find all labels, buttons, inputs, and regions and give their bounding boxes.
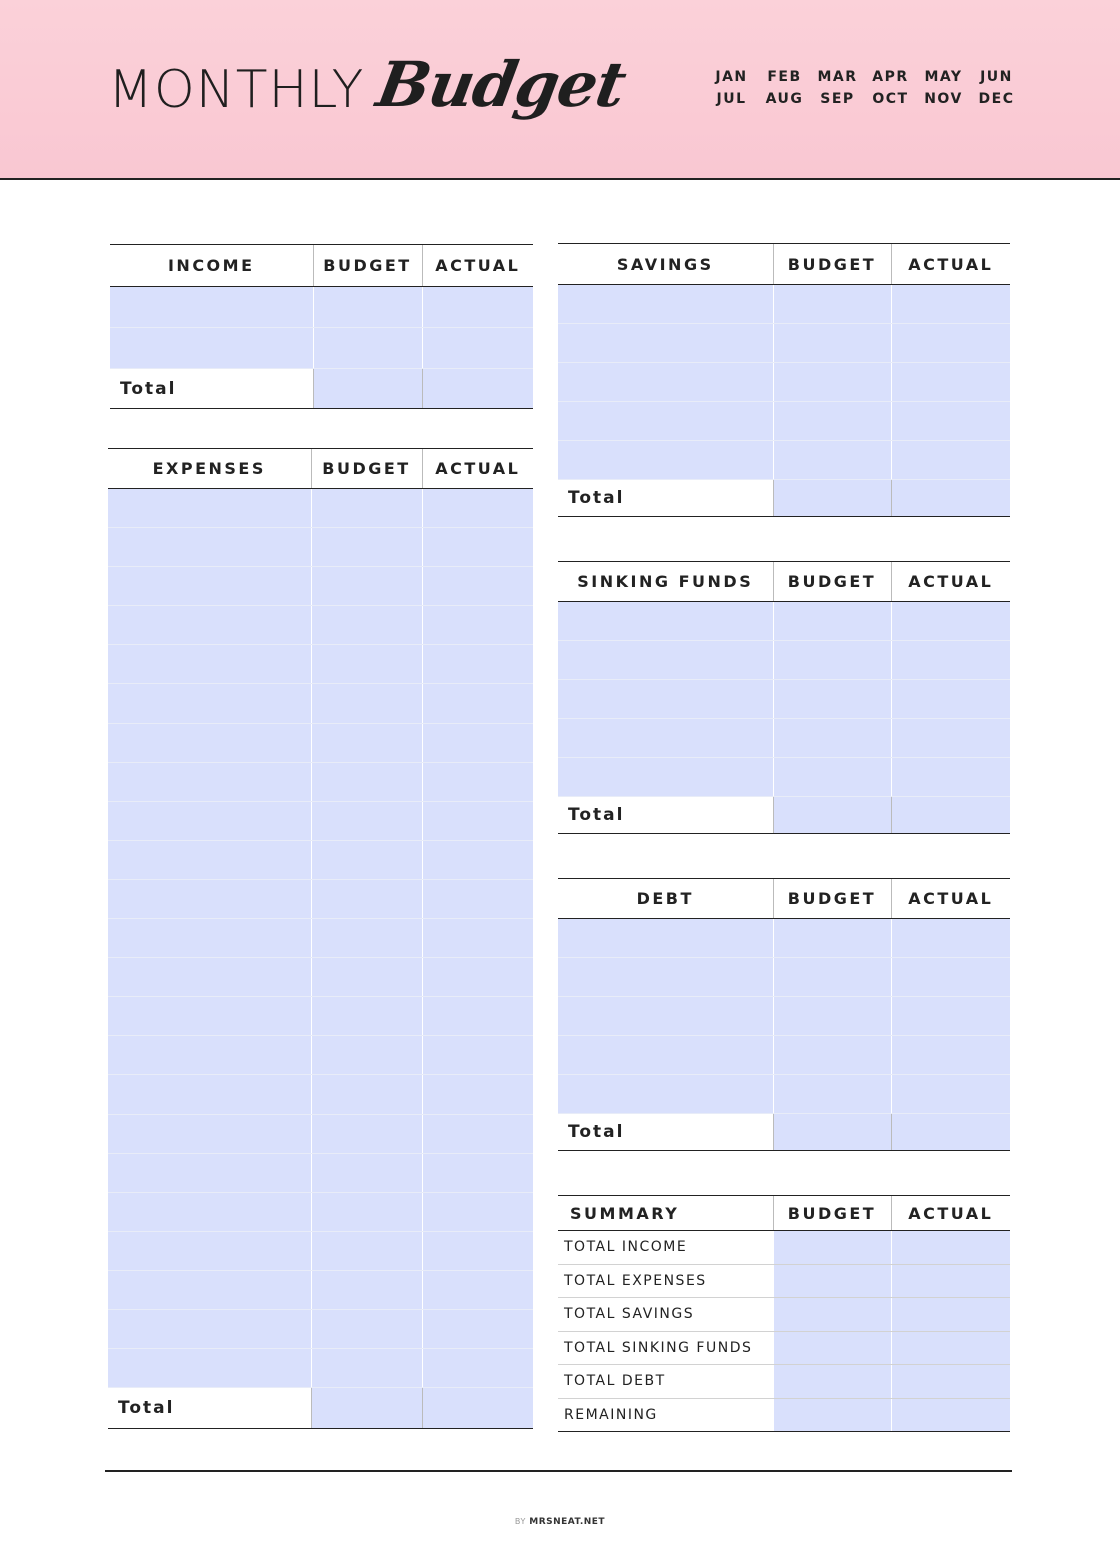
- expenses-category-cell[interactable]: [108, 606, 311, 645]
- month-jan[interactable]: JAN: [715, 69, 748, 85]
- month-jul[interactable]: JUL: [716, 91, 747, 107]
- summary-row: [558, 1298, 1010, 1332]
- debt-row: [558, 1036, 1010, 1075]
- savings-budget-cell[interactable]: [773, 363, 891, 402]
- expenses-budget-cell[interactable]: [311, 1309, 422, 1348]
- expenses-actual-cell[interactable]: [422, 1270, 533, 1309]
- expenses-category-cell[interactable]: [108, 1309, 311, 1348]
- debt-category-cell[interactable]: [558, 997, 773, 1036]
- expenses-actual-cell[interactable]: [422, 1153, 533, 1192]
- debt-budget-cell[interactable]: [773, 958, 891, 997]
- expenses-category-cell[interactable]: [108, 1075, 311, 1114]
- expenses-row: [108, 762, 533, 801]
- expenses-category-cell[interactable]: [108, 1036, 311, 1075]
- month-may[interactable]: MAY: [924, 69, 963, 85]
- savings-row: [558, 285, 1010, 324]
- income-actual-header: ACTUAL: [422, 245, 533, 287]
- expenses-category-cell[interactable]: [108, 762, 311, 801]
- footer-divider: [105, 1470, 1012, 1472]
- savings-total-label: Total: [558, 480, 773, 517]
- sinking-funds-total-actual-cell[interactable]: [891, 797, 1010, 834]
- expenses-budget-cell[interactable]: [311, 919, 422, 958]
- income-total-budget-cell[interactable]: [313, 369, 422, 409]
- expenses-actual-cell[interactable]: [422, 919, 533, 958]
- income-total-label: Total: [110, 369, 313, 409]
- savings-row: [558, 441, 1010, 480]
- savings-budget-cell[interactable]: [773, 402, 891, 441]
- expenses-budget-cell[interactable]: [311, 762, 422, 801]
- summary-row-label: TOTAL INCOME: [558, 1231, 773, 1265]
- savings-actual-cell[interactable]: [891, 402, 1010, 441]
- savings-budget-header: BUDGET: [773, 244, 891, 285]
- summary-row: [558, 1398, 1010, 1432]
- expenses-row: [108, 528, 533, 567]
- savings-row: [558, 402, 1010, 441]
- month-feb[interactable]: FEB: [767, 69, 802, 85]
- debt-actual-cell[interactable]: [891, 958, 1010, 997]
- summary-actual-header: ACTUAL: [891, 1196, 1010, 1231]
- sinking-funds-actual-cell[interactable]: [891, 758, 1010, 797]
- sinking-funds-actual-cell[interactable]: [891, 719, 1010, 758]
- summary-row: [558, 1264, 1010, 1298]
- expenses-category-cell[interactable]: [108, 567, 311, 606]
- month-jun[interactable]: JUN: [980, 69, 1013, 85]
- debt-actual-header: ACTUAL: [891, 879, 1010, 919]
- expenses-row: [108, 489, 533, 528]
- expenses-row: [108, 1153, 533, 1192]
- debt-actual-cell[interactable]: [891, 1075, 1010, 1114]
- expenses-budget-cell[interactable]: [311, 1231, 422, 1270]
- expenses-budget-cell[interactable]: [311, 1270, 422, 1309]
- expenses-budget-cell[interactable]: [311, 645, 422, 684]
- sinking-funds-row: [558, 680, 1010, 719]
- summary-row-label: TOTAL DEBT: [558, 1365, 773, 1399]
- debt-total-budget-cell[interactable]: [773, 1114, 891, 1151]
- sinking-funds-category-cell[interactable]: [558, 719, 773, 758]
- month-aug[interactable]: AUG: [765, 91, 804, 107]
- sinking-funds-budget-cell[interactable]: [773, 758, 891, 797]
- debt-total-label: Total: [558, 1114, 773, 1151]
- expenses-total-actual-cell[interactable]: [422, 1388, 533, 1429]
- income-budget-header: BUDGET: [313, 245, 422, 287]
- month-selector: [705, 68, 1025, 108]
- sinking-funds-header: SINKING FUNDS: [558, 562, 773, 602]
- savings-category-cell[interactable]: [558, 363, 773, 402]
- income-total-row: [110, 369, 533, 409]
- footer-by: BY: [514, 1517, 526, 1526]
- expenses-row: [108, 1075, 533, 1114]
- income-total-actual-cell[interactable]: [422, 369, 533, 409]
- month-dec[interactable]: DEC: [978, 91, 1015, 107]
- expenses-row: [108, 567, 533, 606]
- expenses-category-cell[interactable]: [108, 840, 311, 879]
- income-actual-cell[interactable]: [422, 287, 533, 328]
- sinking-funds-total-label: Total: [558, 797, 773, 834]
- savings-actual-cell[interactable]: [891, 285, 1010, 324]
- debt-category-cell[interactable]: [558, 919, 773, 958]
- expenses-category-cell[interactable]: [108, 1192, 311, 1231]
- expenses-budget-cell[interactable]: [311, 567, 422, 606]
- expenses-row: [108, 1036, 533, 1075]
- expenses-budget-cell[interactable]: [311, 1036, 422, 1075]
- summary-budget-cell[interactable]: [773, 1264, 891, 1298]
- savings-category-cell[interactable]: [558, 324, 773, 363]
- expenses-row: [108, 997, 533, 1036]
- expenses-category-cell[interactable]: [108, 645, 311, 684]
- income-row: [110, 287, 533, 328]
- expenses-category-cell[interactable]: [108, 489, 311, 528]
- sinking-funds-actual-cell[interactable]: [891, 641, 1010, 680]
- expenses-actual-cell[interactable]: [422, 723, 533, 762]
- expenses-actual-cell[interactable]: [422, 489, 533, 528]
- summary-row: [558, 1331, 1010, 1365]
- savings-actual-cell[interactable]: [891, 441, 1010, 480]
- expenses-actual-cell[interactable]: [422, 1075, 533, 1114]
- summary-budget-cell[interactable]: [773, 1231, 891, 1265]
- expenses-row: [108, 1114, 533, 1153]
- expenses-actual-cell[interactable]: [422, 1192, 533, 1231]
- expenses-budget-cell[interactable]: [311, 684, 422, 723]
- debt-category-cell[interactable]: [558, 1075, 773, 1114]
- expenses-budget-cell[interactable]: [311, 1114, 422, 1153]
- expenses-actual-cell[interactable]: [422, 1036, 533, 1075]
- expenses-budget-header: BUDGET: [311, 449, 422, 489]
- income-table: [110, 244, 533, 409]
- summary-actual-cell[interactable]: [891, 1398, 1010, 1432]
- savings-total-row: [558, 480, 1010, 517]
- savings-category-cell[interactable]: [558, 441, 773, 480]
- expenses-category-cell[interactable]: [108, 879, 311, 918]
- summary-table: [558, 1195, 1010, 1432]
- sinking-funds-total-row: [558, 797, 1010, 834]
- summary-row: [558, 1365, 1010, 1399]
- month-oct[interactable]: OCT: [872, 91, 909, 107]
- income-category-cell[interactable]: [110, 328, 313, 369]
- expenses-category-cell[interactable]: [108, 801, 311, 840]
- month-mar[interactable]: MAR: [817, 69, 858, 85]
- expenses-actual-cell[interactable]: [422, 1231, 533, 1270]
- expenses-budget-cell[interactable]: [311, 489, 422, 528]
- savings-category-cell[interactable]: [558, 285, 773, 324]
- debt-header: DEBT: [558, 879, 773, 919]
- sinking-funds-row: [558, 641, 1010, 680]
- summary-row-label: TOTAL EXPENSES: [558, 1264, 773, 1298]
- debt-budget-cell[interactable]: [773, 1075, 891, 1114]
- expenses-row: [108, 879, 533, 918]
- savings-header: SAVINGS: [558, 244, 773, 285]
- expenses-category-cell[interactable]: [108, 919, 311, 958]
- expenses-actual-cell[interactable]: [422, 879, 533, 918]
- page-header: [0, 0, 1120, 180]
- sinking-funds-category-cell[interactable]: [558, 602, 773, 641]
- page-title-script: Budget: [371, 48, 631, 121]
- savings-budget-cell[interactable]: [773, 285, 891, 324]
- footer-site: MRSNEAT.NET: [529, 1517, 606, 1527]
- expenses-actual-cell[interactable]: [422, 1309, 533, 1348]
- expenses-actual-cell[interactable]: [422, 645, 533, 684]
- debt-row: [558, 1075, 1010, 1114]
- expenses-actual-cell[interactable]: [422, 528, 533, 567]
- month-apr[interactable]: APR: [872, 69, 909, 85]
- savings-total-actual-cell[interactable]: [891, 480, 1010, 517]
- expenses-category-cell[interactable]: [108, 1270, 311, 1309]
- expenses-actual-cell[interactable]: [422, 567, 533, 606]
- expenses-budget-cell[interactable]: [311, 723, 422, 762]
- expenses-budget-cell[interactable]: [311, 801, 422, 840]
- summary-actual-cell[interactable]: [891, 1264, 1010, 1298]
- expenses-category-cell[interactable]: [108, 1114, 311, 1153]
- sinking-funds-actual-cell[interactable]: [891, 602, 1010, 641]
- expenses-row: [108, 919, 533, 958]
- expenses-budget-cell[interactable]: [311, 606, 422, 645]
- income-budget-cell[interactable]: [313, 328, 422, 369]
- expenses-actual-cell[interactable]: [422, 958, 533, 997]
- sinking-funds-budget-cell[interactable]: [773, 641, 891, 680]
- footer: [0, 1517, 1120, 1527]
- expenses-category-cell[interactable]: [108, 1349, 311, 1388]
- month-sep[interactable]: SEP: [820, 91, 855, 107]
- income-category-cell[interactable]: [110, 287, 313, 328]
- expenses-category-cell[interactable]: [108, 684, 311, 723]
- savings-total-budget-cell[interactable]: [773, 480, 891, 517]
- summary-row-label: REMAINING: [558, 1398, 773, 1432]
- expenses-category-cell[interactable]: [108, 1153, 311, 1192]
- expenses-actual-cell[interactable]: [422, 840, 533, 879]
- sinking-funds-category-cell[interactable]: [558, 680, 773, 719]
- expenses-total-row: [108, 1388, 533, 1429]
- expenses-row: [108, 1270, 533, 1309]
- page-title: MONTHLY: [108, 60, 365, 120]
- income-budget-cell[interactable]: [313, 287, 422, 328]
- expenses-row: [108, 684, 533, 723]
- sinking-funds-category-cell[interactable]: [558, 641, 773, 680]
- savings-actual-cell[interactable]: [891, 324, 1010, 363]
- debt-budget-cell[interactable]: [773, 1036, 891, 1075]
- savings-category-cell[interactable]: [558, 402, 773, 441]
- summary-actual-cell[interactable]: [891, 1365, 1010, 1399]
- summary-row-label: TOTAL SAVINGS: [558, 1298, 773, 1332]
- expenses-total-budget-cell[interactable]: [311, 1388, 422, 1429]
- sinking-funds-total-budget-cell[interactable]: [773, 797, 891, 834]
- expenses-budget-cell[interactable]: [311, 1349, 422, 1388]
- expenses-category-cell[interactable]: [108, 723, 311, 762]
- summary-budget-header: BUDGET: [773, 1196, 891, 1231]
- expenses-budget-cell[interactable]: [311, 879, 422, 918]
- expenses-row: [108, 645, 533, 684]
- expenses-row: [108, 723, 533, 762]
- sinking-funds-category-cell[interactable]: [558, 758, 773, 797]
- sinking-funds-actual-header: ACTUAL: [891, 562, 1010, 602]
- expenses-actual-cell[interactable]: [422, 762, 533, 801]
- expenses-budget-cell[interactable]: [311, 528, 422, 567]
- expenses-row: [108, 606, 533, 645]
- summary-budget-cell[interactable]: [773, 1331, 891, 1365]
- debt-row: [558, 997, 1010, 1036]
- expenses-category-cell[interactable]: [108, 1231, 311, 1270]
- debt-total-actual-cell[interactable]: [891, 1114, 1010, 1151]
- expenses-budget-cell[interactable]: [311, 1075, 422, 1114]
- expenses-actual-cell[interactable]: [422, 997, 533, 1036]
- debt-actual-cell[interactable]: [891, 919, 1010, 958]
- summary-actual-cell[interactable]: [891, 1331, 1010, 1365]
- income-row: [110, 328, 533, 369]
- expenses-row: [108, 1309, 533, 1348]
- summary-row-label: TOTAL SINKING FUNDS: [558, 1331, 773, 1365]
- expenses-budget-cell[interactable]: [311, 1192, 422, 1231]
- summary-budget-cell[interactable]: [773, 1365, 891, 1399]
- debt-category-cell[interactable]: [558, 958, 773, 997]
- debt-total-row: [558, 1114, 1010, 1151]
- expenses-actual-cell[interactable]: [422, 1114, 533, 1153]
- debt-row: [558, 919, 1010, 958]
- expenses-budget-cell[interactable]: [311, 958, 422, 997]
- expenses-row: [108, 1192, 533, 1231]
- expenses-header: EXPENSES: [108, 449, 311, 489]
- expenses-category-cell[interactable]: [108, 528, 311, 567]
- debt-budget-cell[interactable]: [773, 997, 891, 1036]
- sinking-funds-row: [558, 602, 1010, 641]
- summary-actual-cell[interactable]: [891, 1298, 1010, 1332]
- expenses-actual-cell[interactable]: [422, 1349, 533, 1388]
- expenses-actual-cell[interactable]: [422, 684, 533, 723]
- savings-row: [558, 324, 1010, 363]
- expenses-category-cell[interactable]: [108, 958, 311, 997]
- savings-row: [558, 363, 1010, 402]
- sinking-funds-actual-cell[interactable]: [891, 680, 1010, 719]
- summary-budget-cell[interactable]: [773, 1398, 891, 1432]
- sinking-funds-table: [558, 561, 1010, 834]
- savings-actual-header: ACTUAL: [891, 244, 1010, 285]
- savings-actual-cell[interactable]: [891, 363, 1010, 402]
- expenses-total-label: Total: [108, 1388, 311, 1429]
- expenses-budget-cell[interactable]: [311, 997, 422, 1036]
- sinking-funds-budget-cell[interactable]: [773, 719, 891, 758]
- expenses-actual-cell[interactable]: [422, 606, 533, 645]
- sinking-funds-budget-header: BUDGET: [773, 562, 891, 602]
- expenses-table: [108, 448, 533, 1429]
- debt-actual-cell[interactable]: [891, 1036, 1010, 1075]
- debt-row: [558, 958, 1010, 997]
- sinking-funds-row: [558, 758, 1010, 797]
- debt-budget-cell[interactable]: [773, 919, 891, 958]
- expenses-row: [108, 1231, 533, 1270]
- summary-budget-cell[interactable]: [773, 1298, 891, 1332]
- expenses-row: [108, 958, 533, 997]
- debt-budget-header: BUDGET: [773, 879, 891, 919]
- sinking-funds-budget-cell[interactable]: [773, 602, 891, 641]
- expenses-row: [108, 801, 533, 840]
- sinking-funds-row: [558, 719, 1010, 758]
- income-header: INCOME: [110, 245, 313, 287]
- expenses-actual-header: ACTUAL: [422, 449, 533, 489]
- debt-actual-cell[interactable]: [891, 997, 1010, 1036]
- summary-actual-cell[interactable]: [891, 1231, 1010, 1265]
- debt-category-cell[interactable]: [558, 1036, 773, 1075]
- expenses-row: [108, 1349, 533, 1388]
- expenses-actual-cell[interactable]: [422, 801, 533, 840]
- month-nov[interactable]: NOV: [924, 91, 963, 107]
- summary-header: SUMMARY: [558, 1196, 773, 1231]
- summary-row: [558, 1231, 1010, 1265]
- expenses-budget-cell[interactable]: [311, 1153, 422, 1192]
- expenses-budget-cell[interactable]: [311, 840, 422, 879]
- savings-budget-cell[interactable]: [773, 324, 891, 363]
- income-actual-cell[interactable]: [422, 328, 533, 369]
- sinking-funds-budget-cell[interactable]: [773, 680, 891, 719]
- expenses-row: [108, 840, 533, 879]
- savings-table: [558, 243, 1010, 517]
- savings-budget-cell[interactable]: [773, 441, 891, 480]
- debt-table: [558, 878, 1010, 1151]
- expenses-category-cell[interactable]: [108, 997, 311, 1036]
